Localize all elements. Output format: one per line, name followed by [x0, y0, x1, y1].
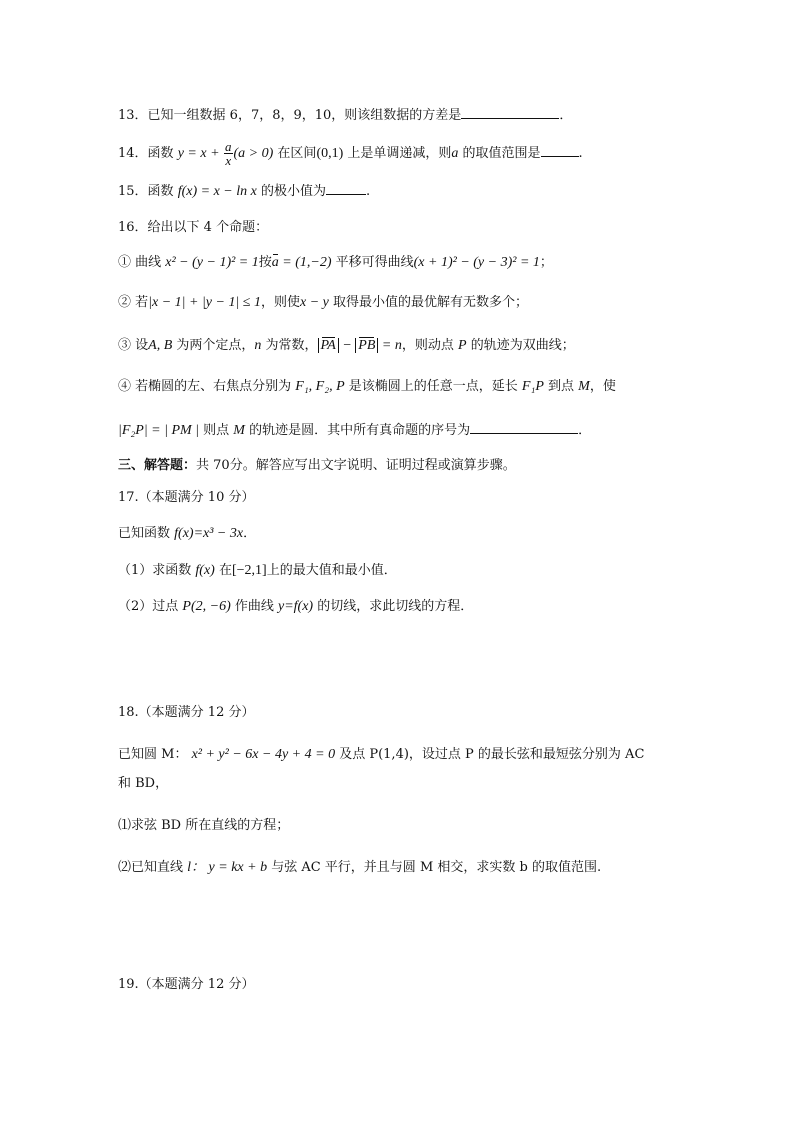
answer-blank-14: [541, 142, 579, 157]
answer-blank-13: [461, 104, 559, 119]
section-3-title: 三、解答题：: [118, 458, 197, 473]
fraction-a-over-x: $\frac{a}{x}$: [225, 139, 232, 168]
vector-pb: PB: [358, 336, 375, 356]
question-14-formula: y = x +: [177, 146, 224, 161]
question-18-given: 已知圆 M： x² + y² − 6x − 4y + 4 = 0 及点 P(1,4)，设过点 P 的最长弦和最短弦分别为 AC: [118, 747, 645, 762]
proposition-2: ② 若|x − 1| + |y − 1| ≤ 1，则使x − y 取得最小值的最优解有无数多个；: [118, 295, 529, 310]
vector-a: a: [272, 253, 279, 273]
proposition-4-continued: |F₂P| = | PM | 则点 M 的轨迹是圆．其中所有真命题的序号为 ．: [118, 419, 591, 441]
proposition-3: ③ 设A, B 为两个定点，n 为常数， PA − PB = n，则动点 P 的轨迹为双曲线；: [118, 336, 575, 356]
question-16-stem: 16．给出以下 4 个命题：: [118, 220, 269, 235]
vector-pa: PA: [321, 336, 336, 356]
question-13: 13．已知一组数据 6，7，8，9，10，则该组数据的方差是 ．: [118, 104, 572, 126]
question-18-header: 18.（本题满分 12 分）: [118, 705, 255, 720]
question-17-given: 已知函数 f(x)=x³ − 3x．: [118, 526, 257, 541]
proposition-1: ① 曲线 x² − (y − 1)² = 1按a = (1,−2) 平移可得曲线(x + 1)² − (y − 3)² = 1；: [118, 253, 553, 273]
question-13-text: 13．已知一组数据 6，7，8，9，10，则该组数据的方差是: [118, 108, 462, 123]
question-17-header: 17.（本题满分 10 分）: [118, 490, 255, 505]
question-17-part-1: （1）求函数 f(x) 在[−2,1]上的最大值和最小值．: [118, 563, 397, 578]
question-18-part-1: ⑴求弦 BD 所在直线的方程；: [118, 818, 290, 833]
question-15-formula: f(x) = x − ln x: [177, 184, 257, 199]
question-18-given-line-2: 和 BD，: [118, 776, 169, 791]
question-19-header: 19.（本题满分 12 分）: [118, 977, 255, 992]
question-17-part-2: （2）过点 P(2, −6) 作曲线 y=f(x) 的切线，求此切线的方程．: [118, 599, 474, 614]
question-18-part-2: ⑵已知直线 l： y = kx + b 与弦 AC 平行，并且与圆 M 相交，求实数 b 的取值范围.: [118, 860, 602, 875]
answer-blank-16: [470, 419, 578, 434]
question-15: 15．函数 f(x) = x − ln x 的极小值为 .: [118, 180, 370, 202]
proposition-4: ④ 若椭圆的左、右焦点分别为 F₁, F₂, P 是该椭圆上的任意一点，延长 F₁P 到点 M，使: [118, 379, 616, 394]
section-3-heading: 三、解答题：共 70分。解答应写出文字说明、证明过程或演算步骤。: [118, 458, 516, 473]
answer-blank-15: [326, 180, 366, 195]
question-14: 14．函数 y = x + $\frac{a}{x}$ (a > 0) 在区间(0,1) 上是单调递减，则a 的取值范围是 .: [118, 139, 583, 168]
